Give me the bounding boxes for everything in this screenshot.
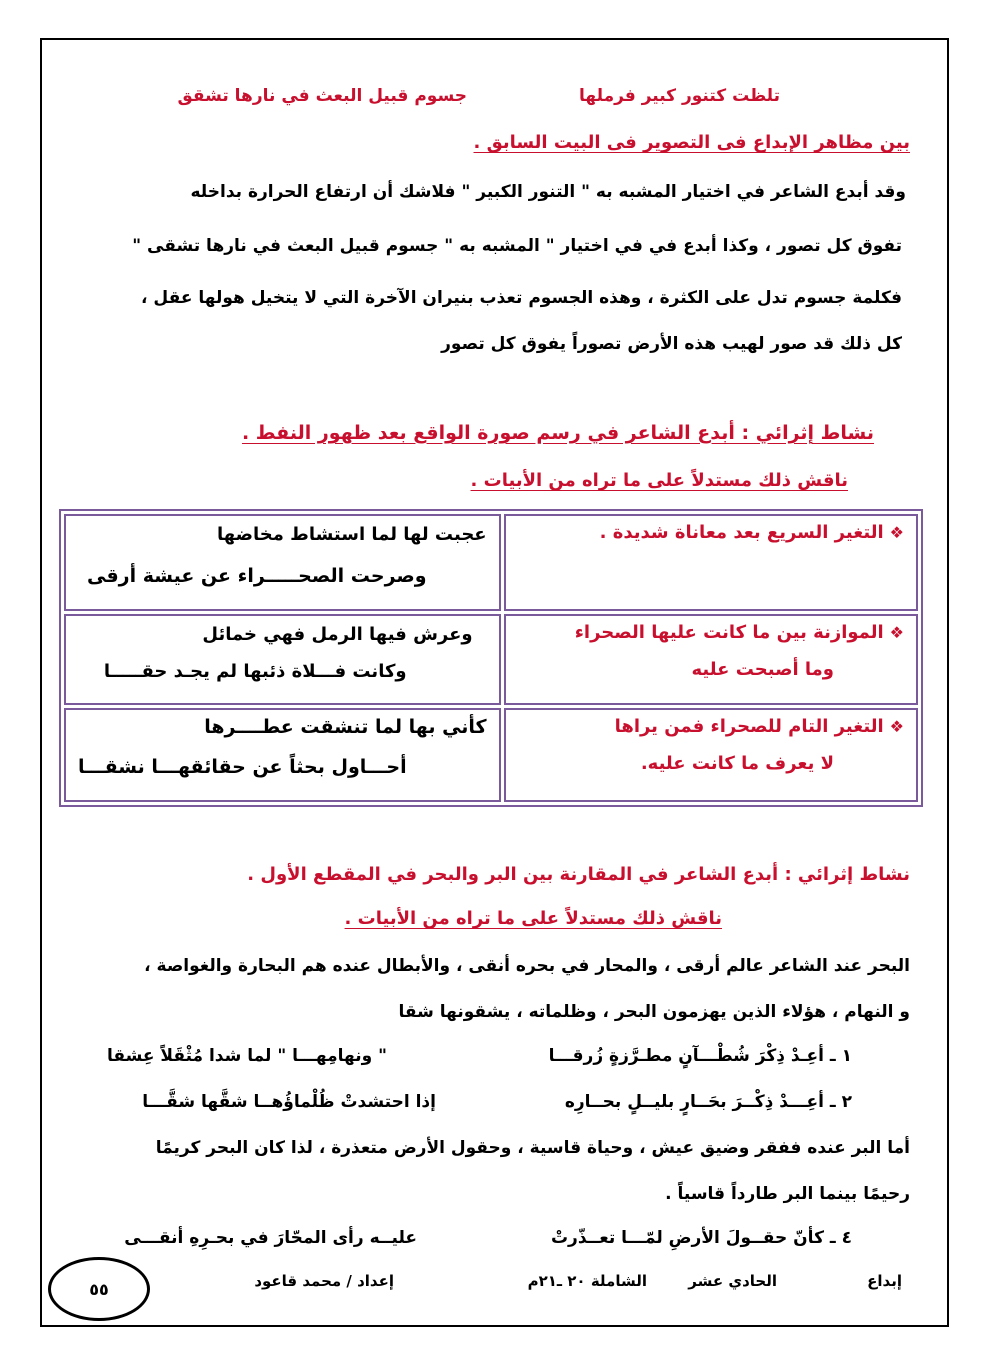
verse-line: أحـــاول بحثاً عن حقائقهـــا نشقـــا	[78, 756, 407, 779]
diamond-bullet-icon: ❖	[889, 717, 904, 737]
diamond-bullet-icon: ❖	[889, 523, 904, 542]
verse-cell	[64, 514, 501, 611]
footer-book: الشاملة ٢٠ ـ٢١م	[527, 1272, 647, 1290]
activity-1-title: نشاط إثرائي : أبدع الشاعر في رسم صورة الواقع بعد ظهور النفط .	[241, 422, 874, 444]
activity-2-instruction: ناقش ذلك مستدلاً على ما تراه من الأبيات .	[344, 908, 722, 929]
answer-1-line: كل ذلك قد صور لهيب هذه الأرض تصوراً يفوق كل تصور	[441, 334, 902, 354]
table-row	[64, 708, 918, 802]
answer-2-line: و النهام ، هؤلاء الذين يهزمون البحر ، وظلماته ، يشقونها شقا	[398, 1002, 910, 1022]
answer-2-line: البحر عند الشاعر عالم أرقى ، والمحار في بحره أنقى ، والأبطال عنده هم البحارة والغواصة ،	[144, 956, 910, 976]
verse-2-first: ٢ ـ أعِـــدْ ذِكْــرَ بحَــارٍ بليــلٍ بحــارِه	[564, 1092, 852, 1112]
verse-1-first: ١ ـ أعِـدْ ذِكْرَ شُطْـــآنٍ مطـرَّزةٍ زُرقـــا	[548, 1046, 852, 1066]
verse-2-second: إذا احتشدتْ ظُلْماؤُهــا شقَّها شقَّـــا	[142, 1092, 436, 1112]
answer-1-line: تفوق كل تصور ، وكذا أبدع في في اختيار " المشبه به " جسوم قبيل البعث في نارها تشقى "	[132, 236, 902, 256]
activity-1-instruction: ناقش ذلك مستدلاً على ما تراه من الأبيات .	[470, 470, 848, 491]
verse-line: عجبت لها لما استشاط مخاضها	[216, 524, 487, 545]
answer-1-line: وقد أبدع الشاعر في اختيار المشبه به " التنور الكبير " فلاشك أن ارتفاع الحرارة بداخله	[190, 182, 906, 202]
diamond-bullet-icon: ❖	[889, 623, 904, 643]
verse-4-second: عليــه رأى المحّارَ في بحـرِهِ أنقـــى	[124, 1228, 417, 1248]
answer-3-line: رحيمًا بينما البر طارداً قاسياً .	[665, 1184, 910, 1204]
point-text: وما أصبحت عليه	[691, 659, 834, 681]
point-cell	[504, 708, 918, 802]
footer-grade: الحادي عشر	[688, 1272, 777, 1290]
verse-line: كأني بها لما تنشقت عطــــرها	[204, 716, 487, 739]
point-text: الموازنة بين ما كانت عليها الصحراء	[574, 622, 884, 644]
activity-2-title: نشاط إثرائي : أبدع الشاعر في المقارنة بين البر والبحر في المقطع الأول .	[247, 864, 910, 885]
verse-hemistich-1: تلظت كتنور كبير فرملها	[579, 86, 780, 106]
point-cell	[504, 614, 918, 705]
table-row	[64, 614, 918, 705]
question-1: بين مظاهر الإبداع فى التصوير فى البيت السابق .	[473, 132, 910, 153]
comparison-table	[59, 509, 923, 807]
verse-cell	[64, 614, 501, 705]
footer-subject: إبداع	[867, 1272, 902, 1290]
answer-3-line: أما البر عنده ففقر وضيق عيش ، وحياة قاسية ، وحقول الأرض متعذرة ، لذا كان البحر كريمًا	[155, 1138, 910, 1158]
footer-author: إعداد / محمد قاعود	[254, 1272, 394, 1290]
point-cell	[504, 514, 918, 611]
verse-line: وكانت فـــلاة ذئبها لم يجـد حقـــــا	[103, 661, 407, 683]
point-text: التغير التام للصحراء فمن يراها	[614, 716, 884, 738]
verse-1-second: " ونهامِهـــا " لما شدا مُثْقَلاً عِشقا	[106, 1046, 387, 1066]
table-row	[64, 514, 918, 611]
verse-hemistich-2: جسوم قبيل البعث في نارها تشقق	[177, 86, 467, 106]
answer-1-line: فكلمة جسوم تدل على الكثرة ، وهذه الجسوم تعذب بنيران الآخرة التي لا يتخيل هولها عقل ،	[141, 288, 902, 308]
point-text: التغير السريع بعد معاناة شديدة .	[599, 522, 884, 543]
point-text: لا يعرف ما كانت عليه.	[640, 753, 834, 775]
page-number: ٥٥	[48, 1257, 150, 1321]
verse-4-first: ٤ ـ كأنّ حقــولَ الأرضِ لمّـــا تعــذّرتْ	[550, 1228, 852, 1248]
verse-cell	[64, 708, 501, 802]
verse-line: وعرش فيها الرمل فهي خمائل	[202, 624, 473, 646]
verse-line: وصرحت الصحـــــراء عن عيشة أرقى	[86, 565, 427, 587]
